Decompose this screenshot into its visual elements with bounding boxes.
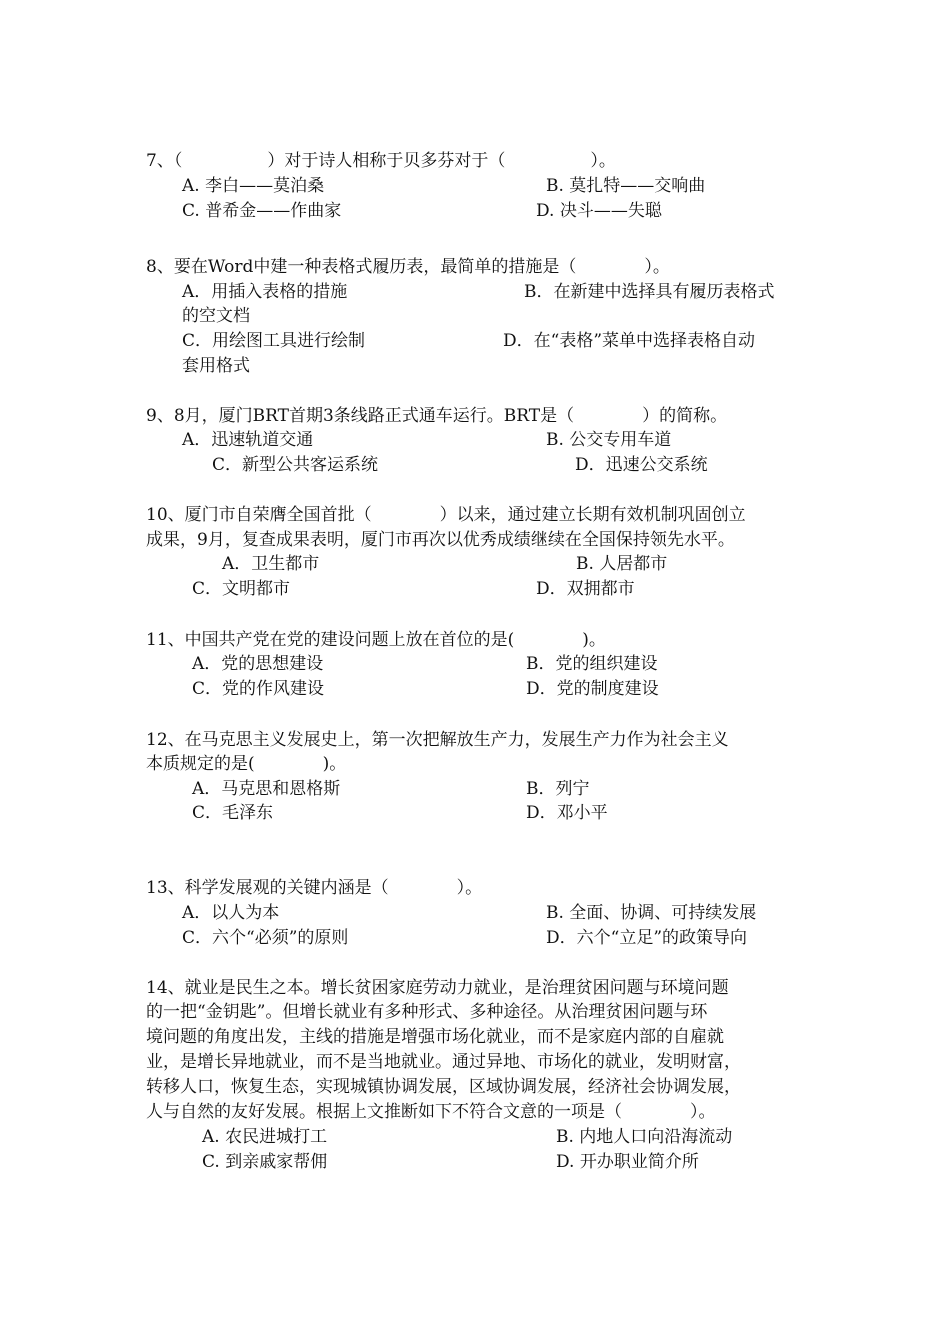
question-10-option-b: B. 人居都市 xyxy=(576,554,668,574)
question-8-option-d: D．在“表格”菜单中选择表格自动 xyxy=(503,331,756,351)
question-8-stem: 8、要在Word中建一种表格式履历表，最简单的措施是（ ）。 xyxy=(146,257,670,277)
question-14-stem-line: 业，是增长异地就业，而不是当地就业。通过异地、市场化的就业，发明财富， xyxy=(146,1052,741,1072)
question-8-option-b-wrap: 的空文档 xyxy=(182,306,250,326)
question-10-option-c: C．文明都市 xyxy=(192,579,291,599)
question-10-option-a: A．卫生都市 xyxy=(222,554,320,574)
question-9-stem: 9、8月，厦门BRT首期3条线路正式通车运行。BRT是（ ）的简称。 xyxy=(146,406,728,426)
question-7-option-a: A. 李白——莫泊桑 xyxy=(182,176,325,196)
question-11-option-c: C．党的作风建设 xyxy=(192,679,325,699)
question-7-option-c: C. 普希金——作曲家 xyxy=(182,201,342,221)
question-8-option-d-wrap: 套用格式 xyxy=(182,356,250,376)
question-9-option-d: D．迅速公交系统 xyxy=(575,455,708,475)
question-7-option-b: B. 莫扎特——交响曲 xyxy=(546,176,706,196)
question-13-option-d: D．六个“立足”的政策导向 xyxy=(546,928,748,948)
question-9-option-a: A．迅速轨道交通 xyxy=(182,430,314,450)
question-8-option-a: A．用插入表格的措施 xyxy=(182,282,348,302)
question-11-option-d: D．党的制度建设 xyxy=(526,679,659,699)
question-13-stem: 13、科学发展观的关键内涵是（ ）。 xyxy=(146,878,483,898)
question-12-stem-wrap: 本质规定的是( )。 xyxy=(146,754,347,774)
question-14-option-d: D. 开办职业简介所 xyxy=(556,1152,699,1172)
question-12-stem: 12、在马克思主义发展史上，第一次把解放生产力，发展生产力作为社会主义 xyxy=(146,730,729,750)
question-14-option-c: C. 到亲戚家帮佣 xyxy=(202,1152,328,1172)
question-11-stem: 11、中国共产党在党的建设问题上放在首位的是( )。 xyxy=(146,630,606,650)
question-7-option-d: D. 决斗——失聪 xyxy=(536,201,662,221)
question-14-stem-line: 人与自然的友好发展。根据上文推断如下不符合文意的一项是（ ）。 xyxy=(146,1102,716,1122)
question-14-stem-line: 转移人口，恢复生态，实现城镇协调发展，区域协调发展，经济社会协调发展， xyxy=(146,1077,741,1097)
question-8-option-b: B．在新建中选择具有履历表格式 xyxy=(524,282,775,302)
question-10-option-d: D．双拥都市 xyxy=(536,579,635,599)
question-14-stem-line: 境问题的角度出发，主线的措施是增强市场化就业，而不是家庭内部的自雇就 xyxy=(146,1027,724,1047)
question-14-stem-line: 14、就业是民生之本。增长贫困家庭劳动力就业，是治理贫困问题与环境问题 xyxy=(146,978,729,998)
question-12-option-c: C．毛泽东 xyxy=(192,803,274,823)
question-13-option-a: A．以人为本 xyxy=(182,903,280,923)
question-10-stem: 10、厦门市自荣膺全国首批（ ）以来，通过建立长期有效机制巩固创立 xyxy=(146,505,746,525)
question-9-option-c: C．新型公共客运系统 xyxy=(212,455,379,475)
question-8-option-c: C．用绘图工具进行绘制 xyxy=(182,331,366,351)
question-14-option-b: B. 内地人口向沿海流动 xyxy=(556,1127,733,1147)
question-13-option-b: B. 全面、协调、可持续发展 xyxy=(546,903,757,923)
question-11-option-a: A．党的思想建设 xyxy=(192,654,324,674)
question-12-option-d: D．邓小平 xyxy=(526,803,608,823)
question-12-option-b: B．列宁 xyxy=(526,779,590,799)
question-11-option-b: B．党的组织建设 xyxy=(526,654,658,674)
question-13-option-c: C．六个“必须”的原则 xyxy=(182,928,349,948)
question-9-option-b: B. 公交专用车道 xyxy=(546,430,672,450)
question-14-option-a: A. 农民进城打工 xyxy=(202,1127,328,1147)
question-7-stem: 7、（ ）对于诗人相称于贝多芬对于（ ）。 xyxy=(146,151,616,171)
question-14-stem-line: 的一把“金钥匙”。但增长就业有多种形式、多种途径。从治理贫困问题与环 xyxy=(146,1002,708,1022)
question-12-option-a: A．马克思和恩格斯 xyxy=(192,779,341,799)
question-10-stem-wrap: 成果，9月，复查成果表明，厦门市再次以优秀成绩继续在全国保持领先水平。 xyxy=(146,530,735,550)
